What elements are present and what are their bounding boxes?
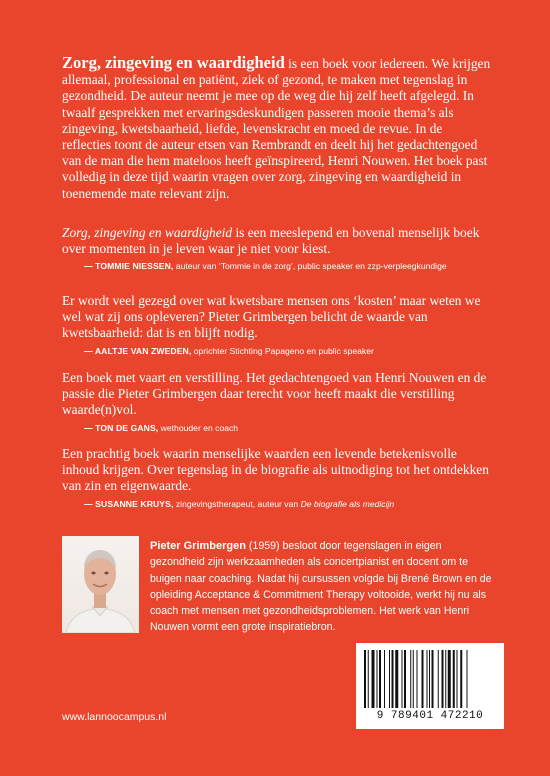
- book-title: Zorg, zingeving en waardigheid: [62, 53, 285, 72]
- author-name: Pieter Grimbergen: [150, 540, 246, 552]
- author-bio: [150, 538, 492, 636]
- quote-body: Een boek met vaart en verstilling. Het gedachtengoed van Henri Nouwen en de passie die Pieter Grimbergen daar terecht voor heeft maakt die verstilling waarde(n)vol.: [62, 370, 487, 418]
- quote-3: [62, 370, 492, 434]
- intro-paragraph: [62, 55, 492, 202]
- quote-attribution: [62, 498, 492, 510]
- quote-author-role: wethouder en coach: [158, 422, 239, 433]
- author-bio-text: (1959) besloot door tegenslagen in eigen gezondheid zijn werkzaamheden als concertpianist en docent om te buigen naar coaching. Nadat hij cursussen volgde bij Brené Brown en de opleiding Acceptance & Commitment Therapy voltooide, werkt hij nu als coach met mensen met gezondheidsproblemen. Het werk van Henri Nouwen vormt een grote inspiratiebron.: [150, 540, 492, 634]
- quote-author: — SUSANNE KRUYS,: [84, 498, 174, 509]
- quote-2: [62, 293, 492, 357]
- quote-author: — AALTJE VAN ZWEDEN,: [84, 345, 192, 356]
- quote-body: Er wordt veel gezegd over wat kwetsbare mensen ons ‘kosten’ maar weten we wel wat zij ons opleveren? Pieter Grimbergen belicht de waarde van kwetsbaarheid: dat is en blijft nodig.: [62, 293, 481, 341]
- quote-author: — TON DE GANS,: [84, 422, 159, 433]
- quote-body: is een meeslepend en bovenal menselijk boek over momenten in je leven waar je niet voor kiest.: [62, 225, 480, 257]
- quote-author: — TOMMIE NIESSEN,: [84, 261, 174, 272]
- quote-author-role: auteur van ‘Tommie in de zorg’, public speaker en zzp-verpleegkundige: [173, 261, 447, 272]
- isbn-number: 9 789401 472210: [376, 710, 484, 722]
- publisher-website[interactable]: www.lannoocampus.nl: [62, 711, 167, 723]
- barcode-bars: [364, 650, 496, 708]
- quote-body: Een prachtig boek waarin menselijke waarden een levende betekenisvolle inhoud krijgen. Over tegenslag in de biografie als uitnodiging tot het ontdekken van zin en eigenwaarde.: [62, 446, 489, 494]
- author-portrait-image: [62, 536, 139, 633]
- quote-4: [62, 446, 492, 510]
- quote-book-title: De biografie als medicijn: [300, 498, 395, 509]
- quote-text: [62, 225, 492, 257]
- barcode: [356, 643, 504, 729]
- quote-author-role: zingevingstherapeut, auteur van: [173, 498, 301, 509]
- quote-attribution: [62, 422, 492, 434]
- author-photo: [62, 536, 139, 633]
- intro-text: is een boek voor iedereen. We krijgen allemaal, professional en patiënt, ziek of gezond, te maken met tegenslag in gezondheid. De auteur neemt je mee op de weg die hij zelf heeft afgelegd. In twaalf gesprekken met ervaringsdeskundigen passeren mooie thema’s als zingeving, kwetsbaarheid, liefde, levenskracht en moed de revue. In de reflecties toont de auteur etsen van Rembrandt en deelt hij het gedachtengoed van de man die hem mateloos heeft geïnspireerd, Henri Nouwen. Het boek past volledig in deze tijd waarin vragen over zorg, zingeving en waardigheid in toenemende mate relevant zijn.: [62, 56, 491, 201]
- quote-1: [62, 225, 492, 272]
- quote-attribution: [62, 345, 492, 357]
- quote-attribution: [62, 260, 492, 272]
- quote-author-role: oprichter Stichting Papageno en public speaker: [191, 345, 374, 356]
- quote-title-italic: Zorg, zingeving en waardigheid: [62, 225, 233, 240]
